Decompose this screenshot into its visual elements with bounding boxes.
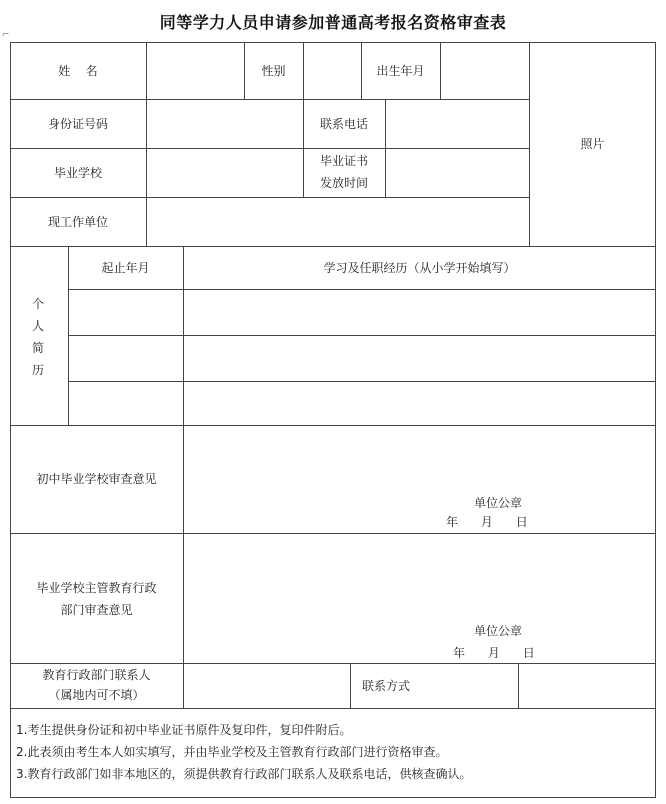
work-unit-label: 现工作单位 (47, 215, 108, 229)
row-line (68, 381, 656, 382)
birth-label: 出生年月 (376, 64, 425, 78)
row-line (10, 148, 529, 149)
name-label: 姓 名 (58, 64, 98, 78)
row-line (10, 663, 656, 664)
resume-side-label-1: 个 (31, 297, 44, 311)
period-column-header: 起止年月 (101, 261, 150, 275)
gender-label: 性别 (261, 64, 286, 78)
phone-label: 联系电话 (319, 117, 368, 131)
contact-person-label-line1: 教育行政部门联系人 (42, 668, 151, 682)
resume-side-label-3: 简 (31, 341, 44, 355)
cert-time-label-line1: 毕业证书 (319, 154, 368, 168)
seal-label-1: 单位公章 (474, 496, 523, 510)
row-line (68, 335, 656, 336)
school-label: 毕业学校 (53, 166, 102, 180)
date-label-1: 年 月 日 (446, 515, 528, 529)
history-column-header: 学习及任职经历（从小学开始填写） (323, 261, 516, 275)
resume-side-label-2: 人 (31, 319, 44, 333)
note-2: 2.此表须由考生本人如实填写，并由毕业学校及主管教育行政部门进行资格审查。 (16, 745, 448, 759)
row-line (10, 197, 529, 198)
contact-person-label-line2: （属地内可不填） (48, 688, 145, 702)
row-line (10, 533, 656, 534)
row-line (68, 289, 656, 290)
col-line (183, 246, 184, 709)
dept-review-label-line2: 部门审查意见 (60, 603, 133, 617)
resume-side-label-4: 历 (31, 363, 44, 377)
row-line (10, 425, 656, 426)
dept-review-label-line1: 毕业学校主管教育行政 (36, 581, 157, 595)
contact-method-label: 联系方式 (362, 679, 411, 693)
junior-school-review-label: 初中毕业学校审查意见 (36, 472, 157, 486)
date-label-2: 年 月 日 (453, 646, 535, 660)
row-line (10, 708, 656, 709)
note-3: 3.教育行政部门如非本地区的，须提供教育行政部门联系人及联系电话，供核查确认。 (16, 767, 472, 781)
corner-mark: ⌐ (2, 30, 10, 40)
id-number-label: 身份证号码 (47, 117, 108, 131)
photo-label: 照片 (580, 137, 605, 151)
seal-label-2: 单位公章 (474, 624, 523, 638)
col-line (518, 663, 519, 709)
cert-time-label-line2: 发放时间 (319, 176, 368, 190)
col-line (385, 99, 386, 198)
col-line (146, 42, 147, 247)
col-line (440, 42, 441, 100)
form-title: 同等学力人员申请参加普通高考报名资格审查表 (159, 13, 507, 32)
row-line (10, 246, 656, 247)
note-1: 1.考生提供身份证和初中毕业证书原件及复印件，复印件附后。 (16, 723, 352, 737)
col-line (303, 42, 304, 100)
col-line (350, 663, 351, 709)
row-line (10, 99, 529, 100)
